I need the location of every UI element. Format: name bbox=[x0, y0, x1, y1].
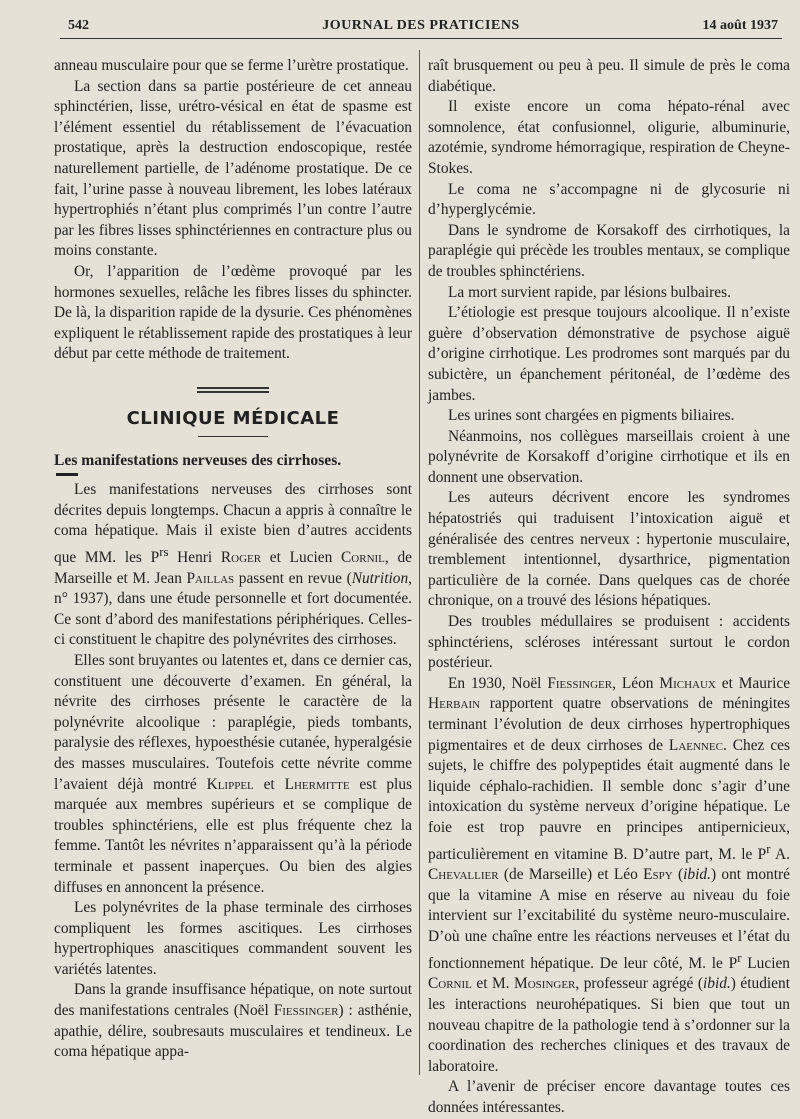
paragraph: anneau musculaire pour que se ferme l’urètre prostatique. bbox=[54, 57, 409, 74]
author-name: Klippel bbox=[206, 775, 254, 793]
author-name: Herbain bbox=[428, 695, 481, 713]
author-name: Fiessinger bbox=[547, 674, 613, 692]
paragraph: Des troubles médullaires se produisent : accidents sphinctériens, scléroses intéressant surtout le cordon postérieur. bbox=[428, 613, 790, 672]
author-name: Michaux bbox=[659, 674, 716, 692]
paragraph: Les polynévrites de la phase terminale des cirrhoses compliquent les formes ascitiques. Les cirrhoses hypertrophiques anascitiques commandent souvent les variétés latentes. bbox=[54, 899, 412, 978]
journal-title: JOURNAL DES PRATICIENS bbox=[322, 18, 520, 33]
paragraph: Les urines sont chargées en pigments biliaires. bbox=[448, 407, 735, 425]
paragraph: Dans le syndrome de Korsakoff des cirrhotiques, la paraplégie qui précède les troubles mentaux, se complique de troubles sphinctériens. bbox=[428, 221, 790, 280]
paragraph: Les auteurs décrivent encore les syndromes hépatostriés qui traduisent l’intoxication aiguë et généralisée des centres nerveux : hypertonie musculaire, tremblement intentionnel, dysarthrice, pigmentation particulière de la cornée. Dans quelques cas de chorée chronique, on a trouvé des lésions hépatiques. bbox=[428, 489, 790, 610]
author-name: Chevallier bbox=[428, 866, 499, 884]
paragraph: La mort survient rapide, par lésions bulbaires. bbox=[448, 283, 731, 301]
author-name: Cornil bbox=[428, 975, 472, 993]
paragraph: Il existe encore un coma hépato-rénal avec somnolence, état confusionnel, oligurie, albuminurie, azotémie, syndrome hémorragique, respiration de Cheyne-Stokes. bbox=[428, 98, 790, 177]
left-column bbox=[54, 56, 412, 1063]
issue-date: 14 août 1937 bbox=[702, 18, 778, 33]
author-name: Lhermitte bbox=[284, 775, 350, 793]
author-name: Fiessinger bbox=[273, 1002, 339, 1020]
author-name: Cornil bbox=[341, 549, 385, 566]
right-column bbox=[428, 56, 790, 1119]
paragraph: En 1930, Noël Fiessinger, Léon Michaux et Maurice Herbain rapportent quatre observations de méningites terminant l’évolution de deux cirrhoses hypertrophiques pigmentaires et de deux cirrhoses de Laennec. Chez ces sujets, le chiffre des polypeptides était augmenté dans le liquide céphalo-rachidien. Il semble donc s’agir d’une intoxication du système nerveux d’origine hépatique. Le foie est trop pauvre en principes antipernicieux, particulièrement en vitamine B. D’autre part, M. le $P^r$ A. Chevallier (de Marseille) et Léo Espy (ibid.) ont montré que la vitamine A mise en réserve au niveau du foie intervient sur l’excitabilité du système neuro-musculaire. D’où une chaîne entre les réactions nerveuses et l’état du fonctionnement hépatique. De leur côté, M. le $P^r$ Lucien Cornil et M. Mosinger, professeur agrégé (ibid.) étudient les interactions neurohépatiques. Si bien que tout un nouveau chapitre de la pathologie tend à s’ordonner sur la coordination des recherches cliniques et des travaux de laboratoire. bbox=[428, 674, 791, 1075]
section-title: CLINIQUE MÉDICALE bbox=[126, 407, 340, 429]
citation: ibid. bbox=[683, 866, 711, 884]
author-name: Laennec bbox=[668, 736, 723, 754]
paragraph: Néanmoins, nos collègues marseillais croient à une polynévrite de Korsakoff d’origine cirrhotique et ils en donnent une observation. bbox=[428, 427, 790, 486]
paragraph: Les manifestations nerveuses des cirrhoses sont décrites depuis longtemps. Chacun a appris à connaître le coma hépatique. Mais il existe bien d’autres accidents que MM. les $P^{rs}$ Henri Roger et Lucien Cornil, de Marseille et M. Jean Paillas passent en revue (Nutrition, n° 1937), dans une étude personnelle et fort documentée. Ce sont d’abord des manifestations périphériques. Celles-ci constituent le chapitre des polynévrites des cirrhoses. bbox=[54, 481, 413, 649]
column-divider bbox=[419, 50, 420, 1075]
paragraph: La section dans sa partie postérieure de cet anneau sphinctérien, lisse, urétro-vésical en état de spasme est l’élément essentiel du rétablissement de l’évacuation prostatique, après la destruction endoscopique, restée naturellement partielle, de l’adénome prostatique. De ce fait, l’urine passe à nouveau librement, les lobes latéraux hypertrophiés n’étant plus comprimés l’un contre l’autre par les fibres lisses sphinctériennes en contracture plus ou moins constante. bbox=[54, 77, 412, 260]
paragraph: A l’avenir de préciser encore davantage toutes ces données intéressantes. bbox=[428, 1078, 790, 1116]
journal-citation: Nutrition bbox=[351, 569, 409, 587]
author-name: Espy bbox=[643, 866, 673, 884]
paragraph: Or, l’apparition de l’œdème provoqué par les hormones sexuelles, relâche les fibres lisses du sphincter. De là, la disparition rapide de la dysurie. Ces phénomènes expliquent le rétablissement rapide des prostatiques à leur début par cette méthode de traitement. bbox=[54, 262, 412, 363]
article-title: Les manifestations nerveuses des cirrhoses. bbox=[54, 451, 342, 469]
paragraph: Elles sont bruyantes ou latentes et, dans ce dernier cas, constituent une découverte d’examen. En général, la névrite des cirrhoses présente le caractère de la polynévrite alcoolique : paraplégie, pieds tombants, paralysie des réflexes, hypoesthésie cutanée, hyperalgésie des masses musculaires. Toutefois cette névrite comme l’avaient déjà montré Klippel et Lhermitte est plus marquée aux membres supérieurs et se complique de troubles sphinctériens, elle est plus fréquente chez la femme. Tantôt les névrites n’apparaissent qu’à la période terminale et passent inaperçues. Ou bien des algies diffuses en annoncent la présence. bbox=[54, 651, 413, 896]
paragraph: raît brusquement ou peu à peu. Il simule de près le coma diabétique. bbox=[428, 57, 790, 95]
section-separator bbox=[197, 387, 269, 393]
author-name: Roger bbox=[220, 549, 262, 566]
author-name: Paillas bbox=[186, 569, 235, 587]
title-mark bbox=[56, 473, 78, 476]
paragraph: Dans la grande insuffisance hépatique, on note surtout des manifestations centrales (Noël Fiessinger) : asthénie, apathie, délire, soubresauts musculaires et tendineux. Le coma hépatique appa- bbox=[54, 981, 412, 1061]
author-name: Mosinger bbox=[514, 975, 576, 993]
paragraph: L’étiologie est presque toujours alcoolique. Il n’existe guère d’observation démonstrative de psychose aiguë d’origine cirrhotique. Les prodromes sont marqués par du subictère, un épanchement péritonéal, de l’œdème des jambes. bbox=[428, 304, 790, 404]
citation: ibid. bbox=[702, 975, 731, 993]
page-number: 542 bbox=[68, 18, 89, 33]
title-rule bbox=[198, 436, 268, 437]
paragraph: Le coma ne s’accompagne ni de glycosurie ni d’hyperglycémie. bbox=[428, 180, 790, 219]
page-header bbox=[60, 16, 782, 39]
